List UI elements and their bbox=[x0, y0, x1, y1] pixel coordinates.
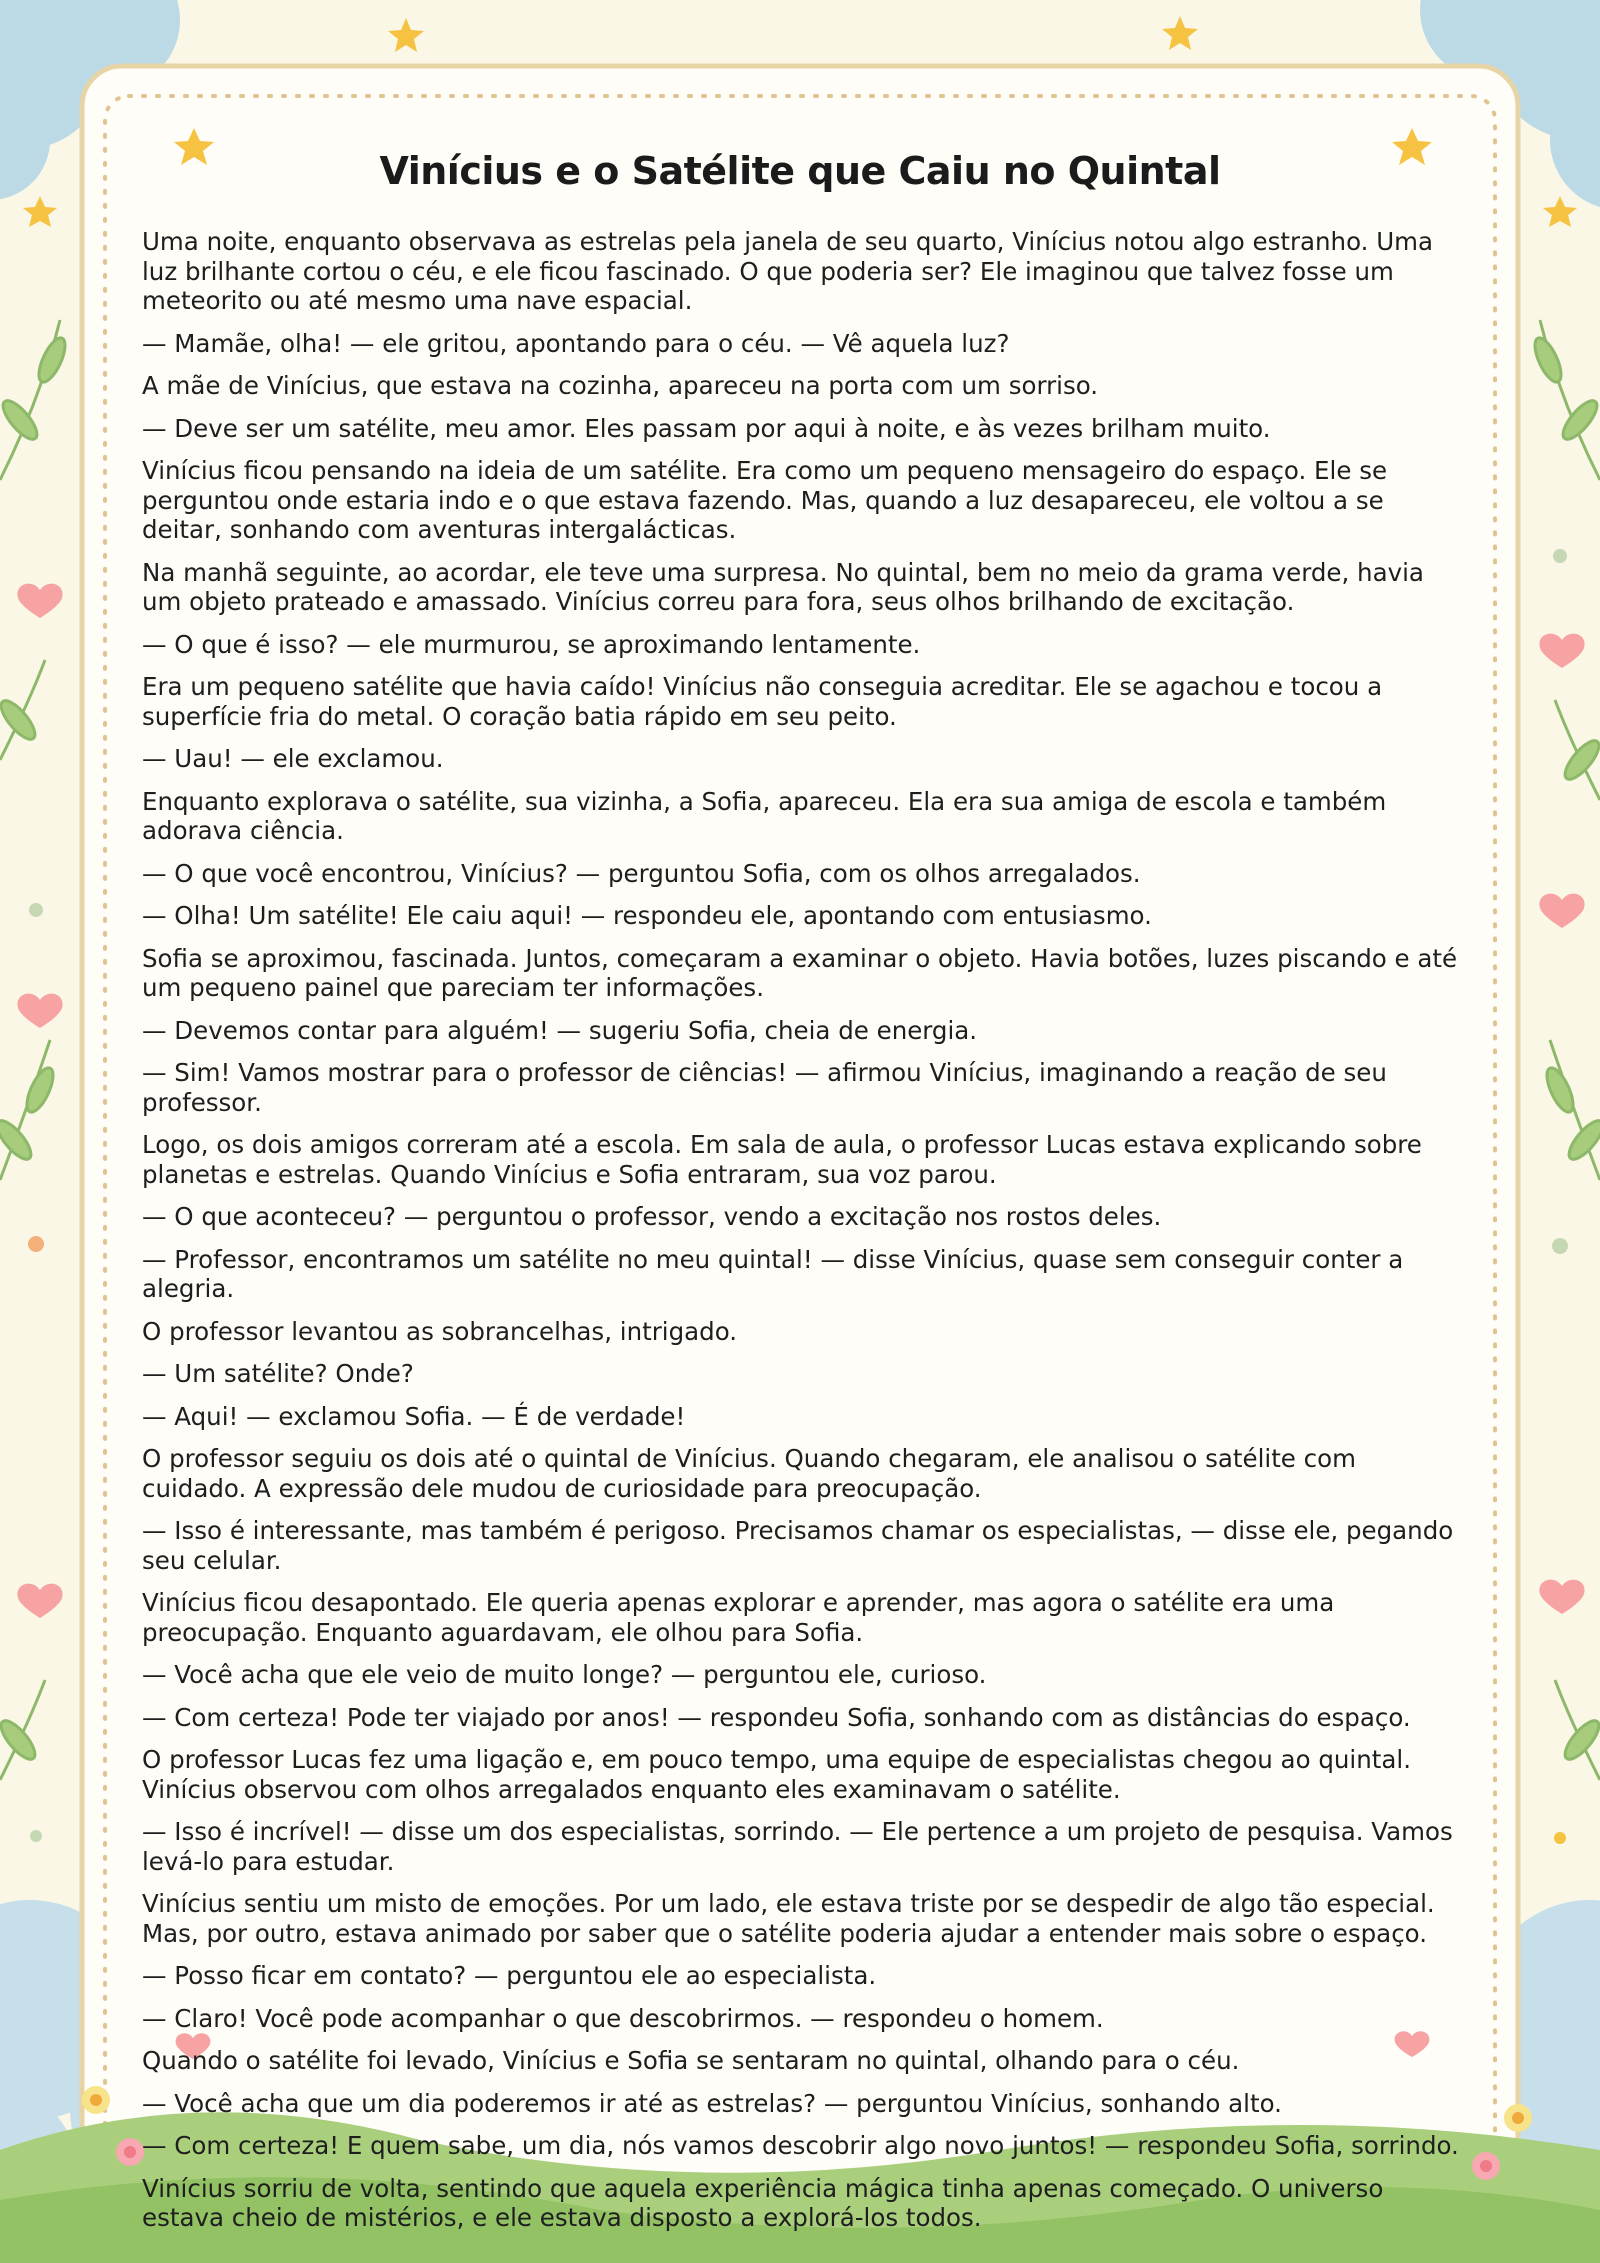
story-paragraph: Vinícius sorriu de volta, sentindo que aquela experiência mágica tinha apenas começado. O universo estava cheio de mistérios, e ele estava disposto a explorá-los todos. bbox=[142, 2173, 1384, 2232]
story-paragraph: — Você acha que um dia poderemos ir até as estrelas? — perguntou Vinícius, sonhando alto. bbox=[142, 2088, 1282, 2118]
story-paragraph: Uma noite, enquanto observava as estrelas pela janela de seu quarto, Vinícius notou algo estranho. Uma luz brilhante cortou o céu, e ele ficou fascinado. O que poderia ser? Ele imaginou que talvez fosse um meteorito ou até mesmo uma nave espacial. bbox=[142, 227, 1434, 315]
story-paragraph: Vinícius sentiu um misto de emoções. Por um lado, ele estava triste por se despedir de algo tão especial. Mas, por outro, estava animado por saber que o satélite poderia ajudar a entender mais sobre o espaço. bbox=[142, 1889, 1435, 1948]
story-paragraph: O professor levantou as sobrancelhas, intrigado. bbox=[142, 1316, 738, 1346]
story-paragraph: A mãe de Vinícius, que estava na cozinha, apareceu na porta com um sorriso. bbox=[142, 371, 1099, 400]
story-paragraph: — Você acha que ele veio de muito longe? — perguntou ele, curioso. bbox=[142, 1660, 987, 1689]
story-paragraph: — Com certeza! Pode ter viajado por anos! — respondeu Sofia, sonhando com as distâncias do espaço. bbox=[142, 1702, 1411, 1732]
story-paragraph: — Devemos contar para alguém! — sugeriu Sofia, cheia de energia. bbox=[142, 1015, 978, 1045]
story-title: Vinícius e o Satélite que Caiu no Quintal bbox=[379, 149, 1221, 194]
story-paragraph: — O que você encontrou, Vinícius? — perguntou Sofia, com os olhos arregalados. bbox=[142, 858, 1141, 888]
story-paragraph: Sofia se aproximou, fascinada. Juntos, começaram a examinar o objeto. Havia botões, luzes piscando e até um pequeno painel que pareciam ter informações. bbox=[142, 943, 1458, 1002]
story-paragraph: — Mamãe, olha! — ele gritou, apontando para o céu. — Vê aquela luz? bbox=[142, 328, 1010, 358]
story-paragraph: — Isso é interessante, mas também é perigoso. Precisamos chamar os especialistas, — disse ele, pegando seu celular. bbox=[142, 1516, 1454, 1575]
story-paragraph: — Sim! Vamos mostrar para o professor de ciências! — afirmou Vinícius, imaginando a reação de seu professor. bbox=[142, 1058, 1387, 1117]
story-paragraph: — O que aconteceu? — perguntou o professor, vendo a excitação nos rostos deles. bbox=[142, 1202, 1162, 1231]
story-paragraph: — Claro! Você pode acompanhar o que descobrirmos. — respondeu o homem. bbox=[142, 2003, 1104, 2033]
story-paragraph: — Professor, encontramos um satélite no meu quintal! — disse Vinícius, quase sem conseguir conter a alegria. bbox=[142, 1244, 1404, 1303]
story-paragraph: O professor Lucas fez uma ligação e, em pouco tempo, uma equipe de especialistas chegou ao quintal. Vinícius observou com olhos arregalados enquanto eles examinavam o satélite. bbox=[142, 1745, 1411, 1804]
story-paragraph: — Isso é incrível! — disse um dos especialistas, sorrindo. — Ele pertence a um projeto de pesquisa. Vamos levá-lo para estudar. bbox=[142, 1817, 1453, 1876]
story-paragraph: — Deve ser um satélite, meu amor. Eles passam por aqui à noite, e às vezes brilham muito. bbox=[142, 413, 1271, 443]
story-paragraph: Na manhã seguinte, ao acordar, ele teve uma surpresa. No quintal, bem no meio da grama verde, havia um objeto prateado e amassado. Vinícius correu para fora, seus olhos brilhando de excitação. bbox=[142, 557, 1424, 616]
story-paragraph: — Posso ficar em contato? — perguntou ele ao especialista. bbox=[142, 1961, 877, 1990]
story-paragraph: — Aqui! — exclamou Sofia. — É de verdade! bbox=[142, 1401, 686, 1431]
story-paragraph: — Uau! — ele exclamou. bbox=[142, 744, 444, 773]
story-paragraph: Quando o satélite foi levado, Vinícius e Sofia se sentaram no quintal, olhando para o céu. bbox=[142, 2046, 1240, 2075]
story-paragraph: Logo, os dois amigos correram até a escola. Em sala de aula, o professor Lucas estava explicando sobre planetas e estrelas. Quando Vinícius e Sofia entraram, sua voz parou. bbox=[142, 1130, 1422, 1189]
story-paragraph: — Olha! Um satélite! Ele caiu aqui! — respondeu ele, apontando com entusiasmo. bbox=[142, 901, 1152, 930]
story-paragraph: O professor seguiu os dois até o quintal de Vinícius. Quando chegaram, ele analisou o satélite com cuidado. A expressão dele mudou de curiosidade para preocupação. bbox=[142, 1444, 1356, 1503]
story-paragraph: Vinícius ficou desapontado. Ele queria apenas explorar e aprender, mas agora o satélite era uma preocupação. Enquanto aguardavam, ele olhou para Sofia. bbox=[142, 1588, 1335, 1647]
story-paragraph: — O que é isso? — ele murmurou, se aproximando lentamente. bbox=[142, 629, 921, 659]
story-body bbox=[142, 227, 1462, 2246]
story-paragraph: Era um pequeno satélite que havia caído! Vinícius não conseguia acreditar. Ele se agachou e tocou a superfície fria do metal. O coração batia rápido em seu peito. bbox=[142, 672, 1383, 731]
story-paragraph: — Com certeza! E quem sabe, um dia, nós vamos descobrir algo novo juntos! — respondeu Sofia, sorrindo. bbox=[142, 2131, 1459, 2160]
story-paragraph: Enquanto explorava o satélite, sua vizinha, a Sofia, apareceu. Ela era sua amiga de escola e também adorava ciência. bbox=[142, 786, 1387, 845]
story-paragraph: Vinícius ficou pensando na ideia de um satélite. Era como um pequeno mensageiro do espaço. Ele se perguntou onde estaria indo e o que estava fazendo. Mas, quando a luz desapareceu, ele voltou a se deitar, sonhando com aventuras intergalácticas. bbox=[142, 456, 1388, 544]
story-paragraph: — Um satélite? Onde? bbox=[142, 1359, 414, 1388]
